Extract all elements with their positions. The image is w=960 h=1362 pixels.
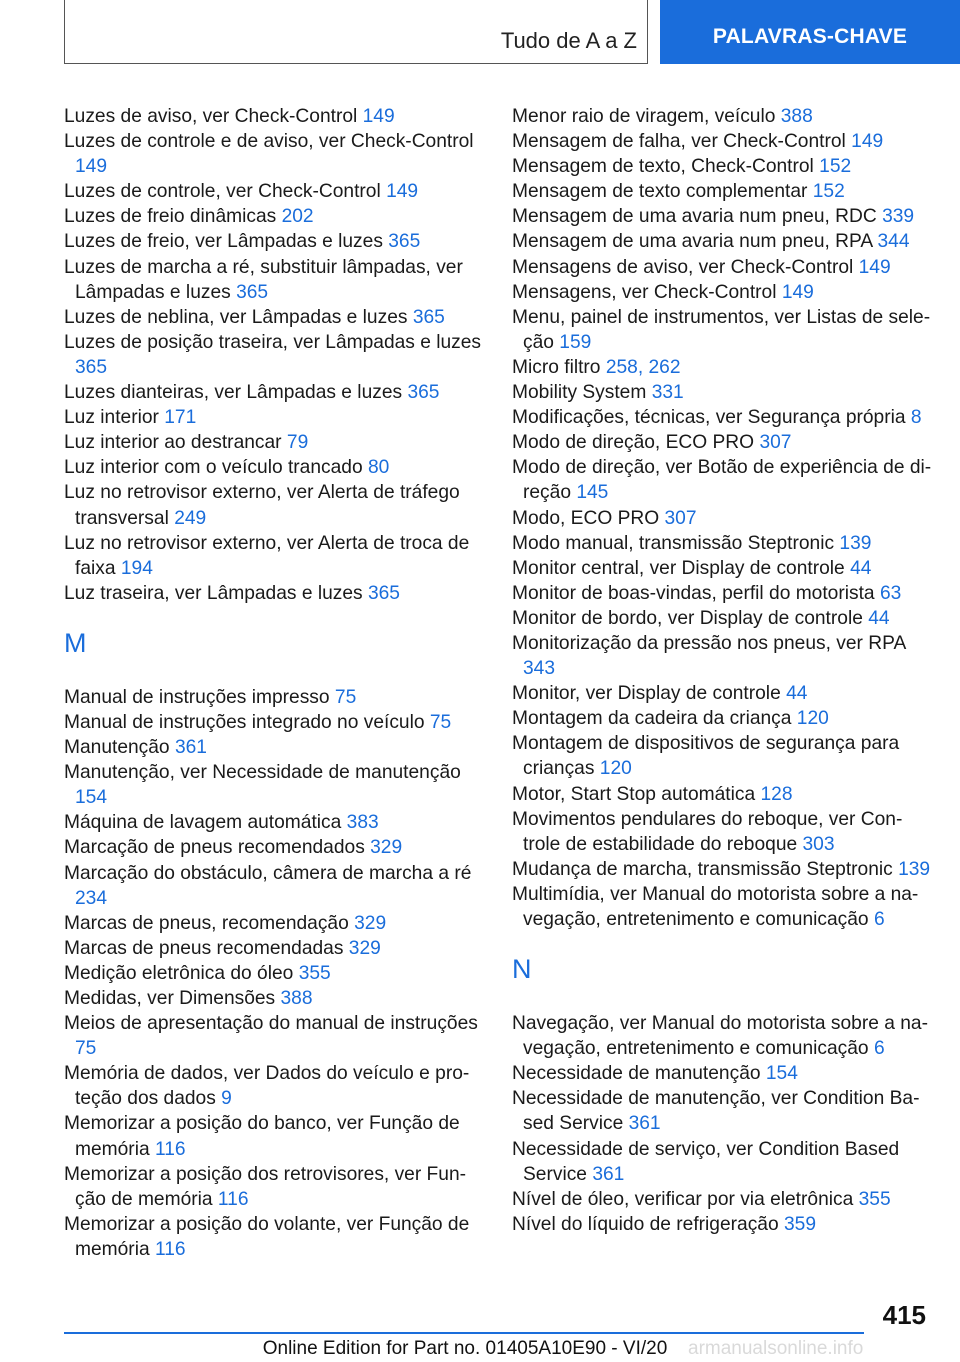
- index-entry: [512, 857, 932, 882]
- index-entry: [64, 1011, 482, 1061]
- index-entry: [64, 685, 482, 710]
- index-entry-text: Necessidade de manutenção: [512, 1063, 761, 1085]
- page-reference-link[interactable]: 361: [628, 1113, 661, 1135]
- index-entry-text: Memorizar a posição do volante, ver Função de memória: [64, 1213, 470, 1260]
- page-reference-link[interactable]: 344: [877, 231, 910, 253]
- index-entry: [64, 1162, 482, 1212]
- index-entry-text: Manual de instruções impresso: [64, 686, 330, 708]
- page-reference-link[interactable]: 120: [599, 758, 632, 780]
- footer-edition: Online Edition for Part no. 01405A10E90 - VI/20: [262, 1338, 668, 1359]
- index-entry-text: Modo, ECO PRO: [512, 507, 660, 529]
- page-reference-link[interactable]: 116: [154, 1238, 186, 1260]
- index-entry-text: Luz interior ao destrancar: [64, 432, 282, 454]
- index-column-left: [64, 104, 482, 1262]
- index-entry: [512, 255, 932, 280]
- index-entry: [512, 631, 932, 681]
- page-reference-link[interactable]: 128: [760, 783, 793, 805]
- page-reference-link[interactable]: 9: [221, 1088, 232, 1110]
- index-entry: [512, 455, 932, 505]
- page-reference-link[interactable]: 145: [576, 482, 609, 504]
- page-reference-link[interactable]: 80: [367, 457, 390, 479]
- page-reference-link[interactable]: 116: [217, 1188, 249, 1210]
- page-reference-link[interactable]: 44: [868, 607, 890, 629]
- index-entry-text: Manual de instruções integrado no veículo: [64, 711, 425, 733]
- page-reference-link[interactable]: 116: [154, 1138, 186, 1160]
- index-entry-text: Mudança de marcha, transmissão Steptronic: [512, 858, 893, 880]
- index-entry-text: Luz interior com o veículo trancado: [64, 457, 363, 479]
- index-entry-text: Memorizar a posição dos retrovisores, ver Função de memória: [64, 1163, 467, 1210]
- index-entry-text: Manutenção: [64, 737, 170, 759]
- index-entry: [512, 882, 932, 932]
- index-entry: [512, 179, 932, 204]
- index-entry-text: Necessidade de manutenção, ver Condition Based Service: [512, 1088, 920, 1135]
- page-reference-link[interactable]: 75: [75, 1038, 97, 1060]
- page-reference-link[interactable]: 355: [298, 962, 331, 984]
- index-entry: [512, 1187, 932, 1212]
- index-entry-text: Marcas de pneus recomendadas: [64, 937, 344, 959]
- index-entry-text: Memória de dados, ver Dados do veículo e proteção dos dados: [64, 1063, 470, 1110]
- page-reference-link[interactable]: 154: [765, 1063, 798, 1085]
- index-entry-text: Luz interior: [64, 407, 159, 429]
- index-entry: [512, 1137, 932, 1187]
- index-entry: [64, 405, 482, 430]
- index-entry-text: Micro filtro: [512, 356, 601, 378]
- index-entry: [512, 129, 932, 154]
- index-entry: [512, 782, 932, 807]
- index-entry: [512, 380, 932, 405]
- index-entry-text: Luz no retrovisor externo, ver Alerta de troca de faixa: [64, 532, 470, 579]
- page-reference-link[interactable]: 139: [898, 858, 931, 880]
- page-reference-link[interactable]: 171: [164, 407, 197, 429]
- page-reference-link[interactable]: 331: [651, 382, 684, 404]
- index-entry: [64, 179, 482, 204]
- index-entry: [512, 531, 932, 556]
- index-entry-text: Luzes de neblina, ver Lâmpadas e luzes: [64, 306, 408, 328]
- index-entry-text: Marcação do obstáculo, câmera de marcha a ré: [64, 862, 472, 884]
- page-reference-link[interactable]: 149: [858, 256, 891, 278]
- index-entry: [64, 911, 482, 936]
- page-reference-link[interactable]: 365: [407, 382, 440, 404]
- index-entry-text: Modo de direção, ECO PRO: [512, 432, 755, 454]
- page-reference-link[interactable]: 307: [759, 432, 792, 454]
- index-entry: [512, 355, 932, 380]
- index-entry: [512, 556, 932, 581]
- page-reference-link[interactable]: 388: [280, 988, 313, 1009]
- page-reference-link[interactable]: 139: [839, 532, 872, 554]
- index-entry-text: Mensagem de texto complementar: [512, 181, 808, 203]
- index-entry: [512, 681, 932, 706]
- index-entry: [64, 936, 482, 961]
- page-reference-link[interactable]: 329: [370, 837, 403, 859]
- index-entry: [512, 1061, 932, 1086]
- index-entry: [64, 581, 482, 606]
- index-entry-text: Luz no retrovisor externo, ver Alerta de tráfego transversal: [64, 482, 460, 529]
- page-reference-link[interactable]: 202: [281, 206, 314, 228]
- page-reference-link[interactable]: 307: [664, 507, 697, 529]
- page-reference-link[interactable]: 63: [879, 582, 902, 604]
- index-entry-text: Luzes de controle, ver Check-Control: [64, 181, 381, 203]
- page-reference-link[interactable]: 329: [348, 937, 381, 959]
- page-reference-link[interactable]: 359: [784, 1213, 817, 1235]
- index-entry: [512, 1011, 932, 1061]
- index-entry-text: Mensagens de aviso, ver Check-Control: [512, 256, 854, 278]
- index-entry-text: Mensagem de uma avaria num pneu, RPA: [512, 231, 873, 253]
- page-reference-link[interactable]: 343: [523, 658, 556, 680]
- index-entry-text: Monitor, ver Display de controle: [512, 683, 781, 705]
- index-entry: [64, 531, 482, 581]
- page-reference-link[interactable]: 249: [174, 507, 207, 529]
- page-reference-link[interactable]: 365: [236, 281, 269, 303]
- index-entry: [512, 581, 932, 606]
- index-entry: [64, 1212, 482, 1262]
- index-entry-text: Modo manual, transmissão Steptronic: [512, 532, 835, 554]
- index-entry: [512, 731, 932, 781]
- index-entry: [64, 986, 482, 1011]
- index-entry-text: Nível de óleo, verificar por via eletrônica: [512, 1188, 854, 1210]
- index-entry: [64, 1061, 482, 1111]
- footer-divider: [64, 1332, 864, 1334]
- index-entry-text: Necessidade de serviço, ver Condition Based Service: [512, 1138, 900, 1185]
- index-entry-text: Nível do líquido de refrigeração: [512, 1213, 779, 1235]
- page-reference-link[interactable]: 194: [120, 557, 153, 579]
- index-entry: [64, 229, 482, 254]
- index-entry-text: Luzes de freio, ver Lâmpadas e luzes: [64, 231, 383, 253]
- index-entry-text: Meios de apresentação do manual de instruções: [64, 1013, 478, 1035]
- page-reference-link[interactable]: 149: [362, 106, 395, 127]
- index-entry-text: Mensagem de texto, Check-Control: [512, 156, 814, 178]
- index-letter-heading: M: [64, 627, 87, 658]
- index-entry-text: Mensagens, ver Check-Control: [512, 281, 777, 303]
- index-entry-text: Marcação de pneus recomendados: [64, 837, 365, 859]
- index-entry-text: Luzes de aviso, ver Check-Control: [64, 106, 358, 127]
- index-entry-text: Movimentos pendulares do reboque, ver Controle de estabilidade do reboque: [512, 808, 903, 855]
- index-entry: [64, 104, 482, 129]
- index-entry-text: Medidas, ver Dimensões: [64, 988, 276, 1009]
- index-entry: [64, 480, 482, 530]
- index-entry-text: Luz traseira, ver Lâmpadas e luzes: [64, 582, 363, 604]
- index-entry: [64, 305, 482, 330]
- page-reference-link[interactable]: 6: [873, 909, 885, 930]
- index-entry: [64, 1111, 482, 1161]
- index-entry-text: Monitor central, ver Display de controle: [512, 557, 845, 579]
- index-entry: [512, 430, 932, 455]
- page-reference-link[interactable]: 149: [851, 131, 884, 153]
- index-entry: [64, 861, 482, 911]
- index-entry-text: Medição eletrônica do óleo: [64, 962, 294, 984]
- watermark: armanualsonline.info: [688, 1338, 864, 1359]
- index-entry: [512, 229, 932, 254]
- index-entry-text: Monitor de bordo, ver Display de controle: [512, 607, 863, 629]
- index-entry: [512, 104, 932, 129]
- section-title: Tudo de A a Z: [500, 28, 637, 53]
- page-reference-link[interactable]: 365: [412, 306, 445, 328]
- index-entry: [512, 305, 932, 355]
- page-reference-link[interactable]: 149: [75, 156, 108, 178]
- index-entry-text: Modificações, técnicas, ver Segurança própria: [512, 407, 906, 429]
- page-reference-link[interactable]: 44: [786, 683, 808, 705]
- index-entry: [512, 1086, 932, 1136]
- page-reference-link[interactable]: 149: [781, 281, 814, 303]
- page-reference-link[interactable]: 8: [910, 407, 922, 429]
- tab-palavras-chave[interactable]: [660, 0, 960, 64]
- page-reference-link[interactable]: 154: [75, 787, 108, 809]
- page-reference-link[interactable]: 152: [812, 181, 845, 203]
- index-entry: [64, 835, 482, 860]
- page-reference-link[interactable]: 361: [592, 1163, 625, 1185]
- index-entry: [512, 606, 932, 631]
- index-entry: [512, 706, 932, 731]
- index-entry: [64, 710, 482, 735]
- page-reference-link[interactable]: 365: [388, 231, 421, 253]
- page-reference-link[interactable]: 388: [780, 106, 813, 127]
- index-entry-text: Luzes dianteiras, ver Lâmpadas e luzes: [64, 382, 403, 404]
- index-entry: [512, 204, 932, 229]
- page-reference-link[interactable]: 75: [429, 711, 452, 733]
- index-entry-text: Manutenção, ver Necessidade de manutenção: [64, 762, 461, 784]
- index-entry-text: Navegação, ver Manual do motorista sobre a navegação, entretenimento e comunicação: [512, 1013, 928, 1060]
- page-reference-link[interactable]: 159: [559, 331, 592, 353]
- index-entry: [512, 1212, 932, 1237]
- index-entry-text: Memorizar a posição do banco, ver Função de memória: [64, 1113, 460, 1160]
- index-letter-heading: N: [512, 954, 532, 985]
- page-reference-link[interactable]: 258, 262: [605, 356, 681, 378]
- index-entry: [64, 380, 482, 405]
- index-entry: [512, 807, 932, 857]
- index-entry-text: Monitorização da pressão nos pneus, ver RPA: [512, 632, 906, 654]
- page-reference-link[interactable]: 152: [819, 156, 852, 178]
- index-entry: [512, 154, 932, 179]
- index-entry-text: Motor, Start Stop automática: [512, 783, 756, 805]
- page-reference-link[interactable]: 339: [882, 206, 915, 228]
- index-entry: [64, 129, 482, 179]
- index-entry-text: Luzes de controle e de aviso, ver Check-Control: [64, 131, 474, 153]
- index-entry: [512, 506, 932, 531]
- index-entry: [64, 760, 482, 810]
- index-entry: [64, 961, 482, 986]
- index-entry-text: Luzes de freio dinâmicas: [64, 206, 277, 228]
- index-entry-text: Montagem de dispositivos de segurança para crianças: [512, 733, 900, 780]
- page-reference-link[interactable]: 6: [873, 1038, 885, 1060]
- index-entry-text: Marcas de pneus, recomendação: [64, 912, 349, 934]
- index-entry-text: Multimídia, ver Manual do motorista sobre a navegação, entretenimento e comunicação: [512, 883, 919, 930]
- page-reference-link[interactable]: 149: [386, 181, 419, 203]
- page-reference-link[interactable]: 361: [174, 737, 207, 759]
- index-entry: [64, 204, 482, 229]
- index-column-right: [512, 104, 932, 1237]
- page-reference-link[interactable]: 355: [858, 1188, 891, 1210]
- page-number: 415: [882, 1300, 926, 1330]
- index-entry-text: Luzes de marcha a ré, substituir lâmpadas, ver Lâmpadas e luzes: [64, 256, 463, 303]
- index-entry: [64, 255, 482, 305]
- index-entry-text: Luzes de posição traseira, ver Lâmpadas e luzes: [64, 331, 482, 353]
- index-entry-text: Mensagem de falha, ver Check-Control: [512, 131, 846, 153]
- index-entry: [64, 330, 482, 380]
- index-entry: [64, 455, 482, 480]
- tab-label: PALAVRAS-CHAVE: [712, 25, 908, 48]
- page-reference-link[interactable]: 79: [286, 432, 309, 454]
- page-reference-link[interactable]: 75: [334, 686, 357, 708]
- index-entry: [64, 735, 482, 760]
- page-reference-link[interactable]: 365: [367, 582, 400, 604]
- index-entry: [64, 430, 482, 455]
- index-entry: [512, 405, 932, 430]
- page-reference-link[interactable]: 303: [802, 833, 835, 855]
- index-entry-text: Modo de direção, ver Botão de experiência de direção: [512, 457, 932, 504]
- page-reference-link[interactable]: 365: [75, 356, 108, 378]
- page-reference-link[interactable]: 234: [75, 887, 108, 909]
- index-entry-text: Monitor de boas-vindas, perfil do motorista: [512, 582, 875, 604]
- index-entry-text: Mensagem de uma avaria num pneu, RDC: [512, 206, 877, 228]
- page-reference-link[interactable]: 44: [850, 557, 872, 579]
- index-entry-text: Máquina de lavagem automática: [64, 812, 342, 834]
- page-reference-link[interactable]: 120: [796, 708, 829, 730]
- index-entry: [512, 280, 932, 305]
- index-entry-text: Menor raio de viragem, veículo: [512, 106, 776, 127]
- header-frame: [64, 0, 648, 64]
- index-entry: [64, 810, 482, 835]
- index-entry-text: Menu, painel de instrumentos, ver Listas de seleção: [512, 306, 931, 353]
- index-entry-text: Montagem da cadeira da criança: [512, 708, 792, 730]
- page-reference-link[interactable]: 383: [346, 812, 379, 834]
- index-entry-text: Mobility System: [512, 382, 647, 404]
- page-reference-link[interactable]: 329: [354, 912, 387, 934]
